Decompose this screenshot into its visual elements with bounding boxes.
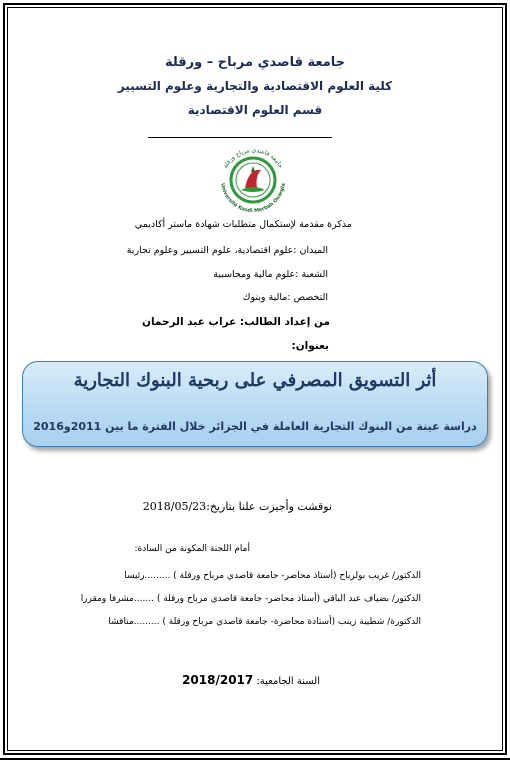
university-name: جامعة قاصدي مرباح – ورقلة	[164, 55, 346, 70]
svg-text:جامعة قاصدي مرباح ورقلة: جامعة قاصدي مرباح ورقلة	[221, 146, 285, 170]
student-name: من إعداد الطالب: عراب عبد الرحمان	[142, 316, 330, 328]
faculty-name: كلية العلوم الاقتصادية والتجارية وعلوم التسيير	[117, 79, 393, 93]
academic-year-label: السنة الجامعية:	[256, 676, 320, 687]
committee-member-examiner: الدكتورة/ شطيبة زينب (أستاذة محاضرة- جامعة قاصدي مرباح ورقلة ) .........مناقشا	[108, 617, 421, 627]
thesis-specialty: التخصص :مالية وبنوك	[242, 292, 328, 303]
department-name: قسم العلوم الاقتصادية	[187, 103, 323, 117]
svg-text:Université Kasdi Merbah Ouargl: Université Kasdi Merbah Ouargla	[219, 182, 287, 215]
header-divider	[148, 137, 332, 138]
thesis-title: أثر التسويق المصرفي على ربحية البنوك التجارية	[73, 370, 437, 391]
academic-year	[182, 673, 320, 687]
committee-member-president: الدكتور/ غريب بولرباح (أستاذ محاضر- جامعة قاصدي مرباح ورقلة ) .........رئيسا	[124, 571, 421, 581]
academic-year-value: 2018/2017	[182, 673, 254, 687]
committee-member-supervisor: الدكتور/ بضياف عبد الباقي (أستاذ محاضر- جامعة قاصدي مرباح ورقلة ) .......مشرفا ومقررا	[80, 594, 421, 604]
thesis-subtitle: دراسة عينة من البنوك التجارية العاملة في الجزائر خلال الفترة ما بين 2011و2016	[33, 420, 477, 433]
defense-date: نوقشت وأجيزت علنا بتاريخ:2018/05/23	[142, 500, 332, 513]
committee-heading: أمام اللجنة المكونة من السادة:	[134, 544, 250, 554]
next-page-edge	[0, 758, 510, 770]
university-logo	[205, 142, 301, 216]
thesis-purpose: مذكرة مقدمة لإستكمال متطلبات شهادة ماستر أكاديمي	[134, 219, 352, 230]
thesis-branch: الشعبة :علوم مالية ومحاسبية	[213, 269, 328, 280]
thesis-field: الميدان :علوم اقتصادية، علوم التسيير وعلوم تجارية	[126, 245, 328, 256]
titled-label: بعنوان:	[291, 340, 329, 352]
